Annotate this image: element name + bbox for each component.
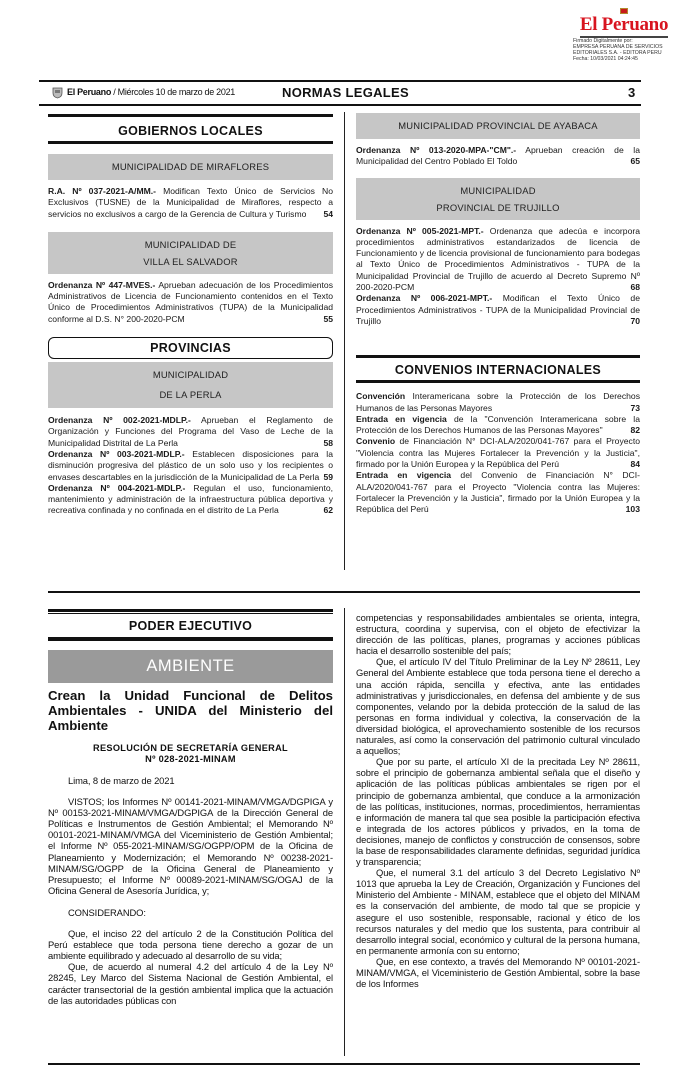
- page-number: 3: [628, 85, 636, 100]
- body-paragraph-continuation: competencias y responsabilidades ambientales se orienta, integra, estructura, coordina y supervisa, con el objeto de efectivizar la dirección de las políticas, planes, programas y acciones públicas hacia el desarrollo sostenible del país;: [356, 612, 640, 657]
- entry-text: Ordenanza que adecúa e incorpora procedimientos administrativos estandarizados de licencia de Funcionamiento y de licencia provisional de funcionamiento para bodegas al Texto Único de Procedimientos Administrativos - TUPA de la Municipalidad Provincial de Trujillo de acuerdo al Decreto Supremo Nº 200-2020-PCM: [356, 225, 640, 293]
- heading-line: PROVINCIAL DE TRUJILLO: [436, 201, 560, 213]
- la-perla-heading: [48, 362, 333, 408]
- entry-text: Modifican el Texto Único de Procedimientos Administrativos - TUPA de la Municipalidad Provincial de Trujillo: [356, 293, 640, 326]
- issue-date: / Miércoles 10 de marzo de 2021: [111, 87, 235, 97]
- entry-page: 73: [630, 402, 640, 413]
- coat-of-arms-icon: [51, 86, 64, 99]
- entry-ref: Ordenanza Nº 005-2021-MPT.-: [356, 225, 484, 236]
- miraflores-heading: MUNICIPALIDAD DE MIRAFLORES: [48, 154, 333, 180]
- entry-page: 65: [630, 156, 640, 167]
- summary-entry[interactable]: [356, 226, 640, 294]
- signature-line: EMPRESA PERUANA DE SERVICIOS: [573, 44, 663, 50]
- summary-entry[interactable]: [356, 436, 640, 470]
- summary-entry[interactable]: [48, 186, 333, 220]
- ayabaca-heading: MUNICIPALIDAD PROVINCIAL DE AYABACA: [356, 113, 640, 139]
- poder-ejecutivo-heading: PODER EJECUTIVO: [128, 619, 253, 633]
- page-bottom-rule: [48, 1063, 640, 1065]
- summary-entry[interactable]: [356, 145, 640, 168]
- entry-ref: Ordenanza Nº 002-2021-MDLP.-: [48, 415, 191, 426]
- sector-banner: AMBIENTE: [48, 650, 333, 683]
- entry-text: Modifican Texto Único de Servicios No Exclusivos (TUSNE) de la Municipalidad de Miraflores, respecto a servicios no exclusivos a cargo de la Gerencia de Cultura y Turismo: [48, 186, 333, 219]
- header-rule-bottom: [39, 104, 641, 106]
- entry-ref: Ordenanza Nº 447-MVES.-: [48, 279, 156, 290]
- entry-page: 70: [630, 315, 640, 326]
- heading-line: MUNICIPALIDAD: [460, 184, 536, 196]
- running-header-left: [67, 86, 235, 99]
- body-paragraph: Que, de acuerdo al numeral 4.2 del artículo 4 de la Ley Nº 28245, Ley Marco del Sistema Nacional de Gestión Ambiental, el carácter transectorial de la gestión ambiental implica que la actuación de las autoridades públicas con: [48, 961, 333, 1006]
- summary-bottom-rule: [48, 591, 640, 593]
- article-left-column: [48, 609, 333, 1006]
- entry-page: 54: [323, 208, 333, 219]
- entry-ref: Ordenanza Nº 013-2020-MPA-"CM".-: [356, 145, 517, 155]
- entry-page: 58: [323, 437, 333, 448]
- place-date: Lima, 8 de marzo de 2021: [68, 775, 175, 786]
- digital-signature: [573, 38, 679, 62]
- body-paragraph: Que por su parte, el artículo XI de la precitada Ley Nº 28611, sobre el principio de gobernanza ambiental señala que el diseño y aplicación de las políticas públicas ambientales se rigen por el principio de gobernanza ambiental, que conduce a la armonización de las políticas, instituciones, normas, procedimientos, herramientas e información de manera tal que sea posible la participación efectiva e integrada de los actores públicos y privados, en la toma de decisiones, manejo de conflictos y construcción de consensos, sobre la base de responsabilidades claramente definidas, seguridad jurídica y transparencia;: [356, 756, 640, 868]
- rule: [48, 141, 333, 144]
- entry-text: Aprueban adecuación de los Procedimientos Administrativos de Licencia de Funcionamiento contenidos en el Texto Único de Procedimientos Administrativos (TUPA) de la Municipalidad conforme al D.S. N° 200-2020-PCM: [48, 279, 333, 324]
- entry-page: 84: [630, 459, 640, 470]
- entry-page: 82: [630, 425, 640, 436]
- entry-page: 55: [323, 313, 333, 324]
- rule: [356, 380, 640, 383]
- trujillo-heading: [356, 178, 640, 220]
- heading-line: DE LA PERLA: [159, 389, 222, 401]
- entry-ref: Ordenanza Nº 004-2021-MDLP.-: [48, 482, 186, 493]
- entry-page: 68: [630, 282, 640, 293]
- heading-line: MUNICIPALIDAD DE: [144, 238, 237, 250]
- body-paragraph: Que, el inciso 22 del artículo 2 de la Constitución Política del Perú establece que toda persona tiene derecho a gozar de un ambiente equilibrado y adecuado al desarrollo de su vida;: [48, 928, 333, 962]
- resolution-line: RESOLUCIÓN DE SECRETARÍA GENERAL: [93, 743, 288, 753]
- summary-entry[interactable]: [48, 449, 333, 483]
- section-title: NORMAS LEGALES: [282, 85, 409, 100]
- summary-entry[interactable]: [356, 391, 640, 414]
- provincias-heading: PROVINCIAS: [48, 337, 333, 359]
- villa-el-salvador-heading: [48, 232, 333, 274]
- entry-ref: Entrada en vigencia: [356, 470, 452, 481]
- heading-line: MUNICIPALIDAD: [152, 369, 229, 381]
- summary-left-column: [48, 114, 333, 517]
- header-rule-top: [39, 80, 641, 82]
- resolution-title: [48, 743, 333, 765]
- column-divider: [344, 608, 345, 1056]
- entry-text: de Financiación N° DCI-ALA/2020/041-767 para el Proyecto "Violencia contra las Mujeres Fortalecer la Prevención y la Justicia", firmado por la Unión Europea y la República del Perú: [356, 436, 640, 470]
- entry-ref: Convención: [356, 391, 406, 402]
- entry-text: Aprueban el Reglamento de Organización y Funciones del Programa del Vaso de Leche de la Municipalidad Distrital de La Perla: [48, 415, 333, 448]
- entry-page: 62: [323, 505, 333, 516]
- body-paragraph: Que, en ese contexto, a través del Memorando Nº 00101-2021-MINAM/VMGA, el Viceministerio de Gestión Ambiental, sobre la base de los Informes: [356, 955, 640, 990]
- gobiernos-locales-heading: GOBIERNOS LOCALES: [118, 124, 263, 138]
- signature-line: EDITORIALES S.A. - EDITORA PERU: [573, 50, 662, 56]
- summary-entry[interactable]: [48, 483, 333, 517]
- entry-ref: R.A. Nº 037-2021-A/MM.-: [48, 186, 157, 196]
- entry-text: Interamericana sobre la Protección de los Derechos Humanos de las Personas Mayores: [356, 391, 640, 413]
- heading-line: VILLA EL SALVADOR: [143, 255, 238, 267]
- entry-ref: Convenio: [356, 436, 396, 447]
- signature-line: Firmado Digitalmente por:: [573, 38, 633, 44]
- entry-text: Aprueban creación de la Municipalidad del Centro Poblado El Toldo: [356, 145, 640, 167]
- entry-text: Establecen disposiciones para la disminución progresiva del plástico de un solo uso y los recipientes o envases descartables en la jurisdicción de la Municipalidad de La Perla: [48, 448, 333, 482]
- entry-text: de la "Convención Interamericana sobre la Protección de los Derechos Humanos de las Personas Mayores": [356, 413, 640, 436]
- entry-ref: Ordenanza Nº 006-2021-MPT.-: [356, 293, 493, 304]
- resolution-number: Nº 028-2021-MINAM: [145, 754, 236, 764]
- paper-name: El Peruano: [67, 87, 112, 97]
- vistos-paragraph: VISTOS; los Informes Nº 00141-2021-MINAM/VMGA/DGPIGA y Nº 00153-2021-MINAM/VMGA/DGPIGA de la Dirección General de Políticas e Instrumentos de Gestión Ambiental; el Memorando Nº 00101-2021-MINAM/VMGA del Viceministerio de Gestión Ambiental; el Informe Nº 055-2021-MINAM/SG/OGPP/OPM de la Oficina de Planeamiento y Modernización; el Memorando Nº 00238-2021-MINAM/SG/OGPP de la Oficina General de Planeamiento y Presupuesto; el Informe Nº 00089-2021-MINAM/SG/OGAJ de la Oficina General de Asesoría Jurídica, y;: [48, 796, 333, 896]
- entry-ref: Ordenanza Nº 003-2021-MDLP.-: [48, 448, 185, 459]
- body-paragraph: Que, el numeral 3.1 del artículo 3 del Decreto Legislativo Nº 1013 que aprueba la Ley de Creación, Organización y Funciones del Ministerio del Ambiente - MINAM, establece que el objeto del MINAM es la conservación del ambiente, de modo tal que se propicie y asegure el uso sostenible, responsable, racional y ético de los recursos naturales y del medio que los sustenta, para contribuir al desarrollo integral social, económico y cultural de la persona humana, en permanente armonía con su entorno;: [356, 867, 640, 956]
- summary-entry[interactable]: [356, 293, 640, 327]
- considerando-label: CONSIDERANDO:: [68, 906, 146, 918]
- summary-entry[interactable]: [48, 415, 333, 449]
- entry-page: 59: [323, 471, 333, 482]
- entry-text: del Convenio de Financiación N° DCI-ALA/2020/041-767 para el Proyecto "Violencia contra las Mujeres: Fortalecer la Prevención y la Justicia", firmado por la Unión Europea y la República del Perú: [356, 470, 640, 515]
- el-peruano-logo: [574, 8, 674, 38]
- article-right-column: [356, 612, 640, 989]
- summary-entry[interactable]: [356, 470, 640, 515]
- summary-entry[interactable]: [356, 414, 640, 437]
- logo-title: El Peruano: [579, 14, 669, 35]
- body-paragraph: Que, el artículo IV del Título Preliminar de la Ley Nº 28611, Ley General del Ambiente establece que toda persona tiene el derecho a una acción rápida, sencilla y efectiva, ante las entidades administrativas y jurisdiccionales, en defensa del ambiente y de sus componentes, velando por la debida protección de la salud de las personas en forma individual y colectiva, la conservación de la diversidad biológica, el aprovechamiento sostenible de los recursos naturales, así como la conservación del patrimonio cultural vinculado a aquellos;: [356, 656, 640, 757]
- entry-ref: Entrada en vigencia: [356, 413, 447, 424]
- entry-page: 103: [625, 504, 640, 515]
- summary-right-column: [356, 113, 640, 516]
- entry-text: Regulan el uso, funcionamiento, mantenimiento y administración de la infraestructura pública deportiva y recreativa confinada y no confinada en el distrito de La Perla: [48, 482, 334, 516]
- summary-entry[interactable]: [48, 280, 333, 325]
- signature-date: Fecha: 10/03/2021 04:24:45: [573, 56, 638, 62]
- convenios-heading: CONVENIOS INTERNACIONALES: [394, 363, 602, 378]
- article-title: Crean la Unidad Funcional de Delitos Ambientales - UNIDA del Ministerio del Ambiente: [48, 688, 333, 733]
- rule: [48, 637, 333, 641]
- column-divider: [344, 112, 345, 570]
